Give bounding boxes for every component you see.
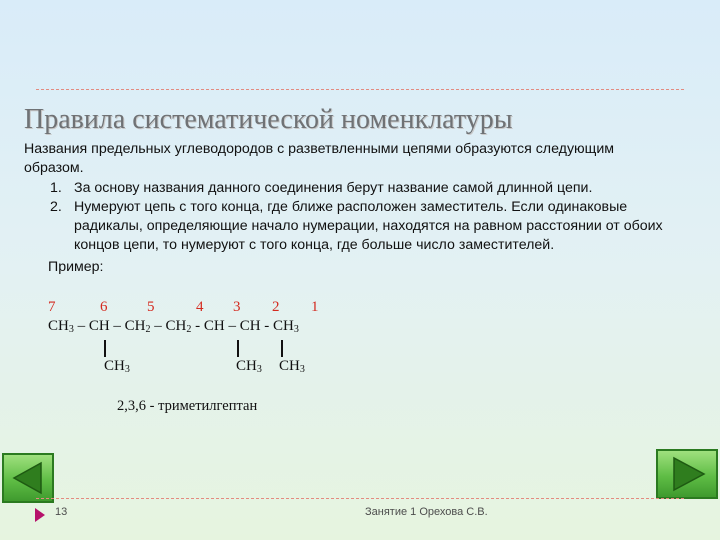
arrow-left-icon (4, 455, 52, 501)
formula-subscript: 2 (145, 324, 151, 335)
compound-name: 2,3,6 - триметилгептан (117, 398, 258, 414)
carbon-number: 3 (233, 299, 241, 315)
carbon-number: 1 (311, 299, 319, 315)
example-label: Пример: (48, 259, 104, 275)
carbon-number: 4 (196, 299, 204, 315)
bond-line (104, 340, 106, 357)
substituent-methyl: $CH_3$ (279, 358, 305, 375)
rule-number: 1. (50, 180, 62, 196)
slide-title: Правила систематической номенклатуры (24, 104, 513, 135)
substituent-methyl: $CH_3$ (236, 358, 262, 375)
formula-subscript: 3 (293, 324, 299, 335)
carbon-number: 2 (272, 299, 280, 315)
intro-text: Названия предельных углеводородов с разветвленными цепями образуются следующим образом. (24, 141, 615, 176)
next-slide-button[interactable] (656, 449, 718, 499)
rule-number: 2. (50, 199, 62, 215)
bond-line (237, 340, 239, 357)
rule-text: За основу названия данного соединения берут название самой длинной цепи. (74, 180, 593, 196)
page-number: 13 (55, 506, 68, 518)
triangle-marker-icon (35, 508, 45, 522)
rule-item (24, 198, 674, 255)
rule-text: Нумеруют цепь с того конца, где ближе расположен заместитель. Если одинаковые радикалы, определяющие начало нумерации, находятся на равном расстоянии от обоих концов цепи, то нумеруют с того конца, где больше число заместителей. (74, 199, 663, 253)
carbon-number: 5 (147, 299, 155, 315)
bottom-divider (36, 498, 684, 499)
substituent-methyl: $CH_3$ (104, 358, 130, 375)
previous-slide-button[interactable] (2, 453, 54, 503)
bond-line (281, 340, 283, 357)
formula-part: CH (48, 318, 69, 334)
arrow-right-icon (658, 451, 716, 497)
formula-subscript: 2 (186, 324, 192, 335)
formula-part: – CH – CH (73, 318, 146, 334)
top-divider (36, 89, 684, 90)
structural-formula (48, 318, 299, 335)
rules-list (24, 179, 674, 255)
formula-part: – CH (150, 318, 187, 334)
carbon-number: 7 (48, 299, 56, 315)
rule-item (24, 179, 674, 198)
footer-text: Занятие 1 Орехова С.В. (365, 506, 488, 518)
formula-subscript: 3 (68, 324, 74, 335)
formula-part: - CH – CH - CH (191, 318, 294, 334)
carbon-number: 6 (100, 299, 108, 315)
